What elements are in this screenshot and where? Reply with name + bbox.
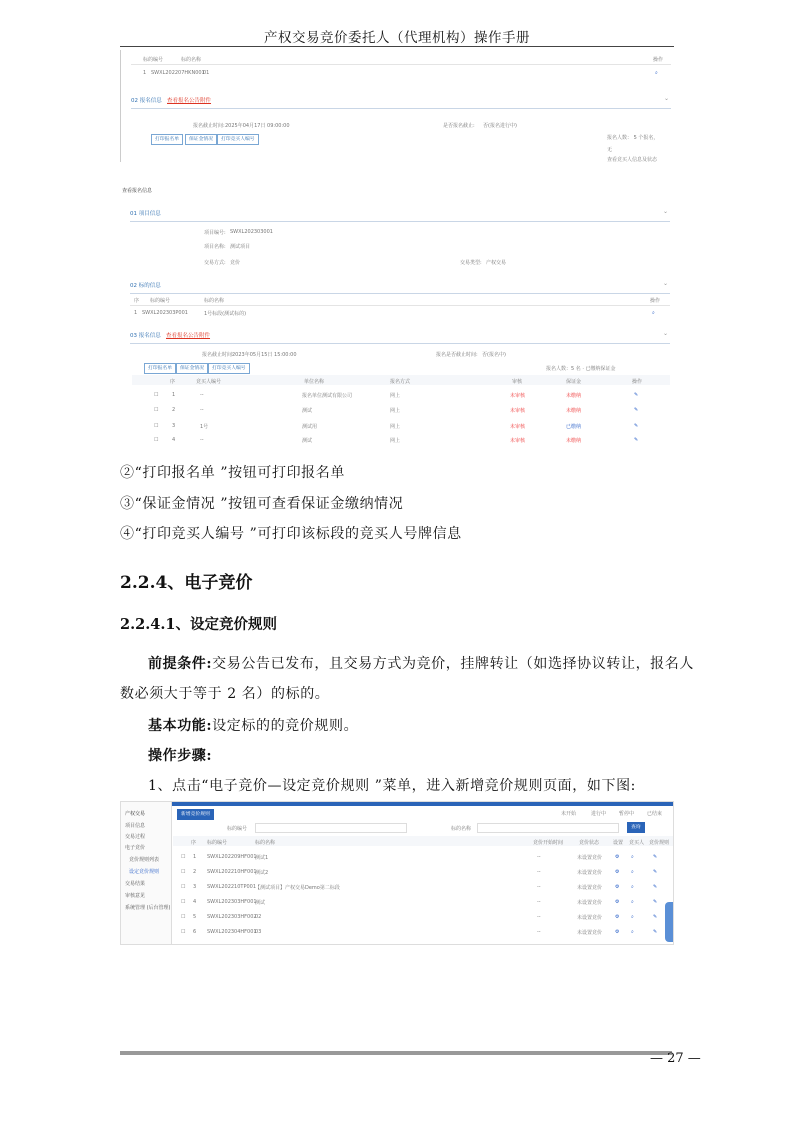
note-line: 报名人数： 5 个报名，	[607, 135, 659, 141]
row-code: SWXL202210HF001	[207, 869, 257, 875]
code-search-input[interactable]	[255, 823, 407, 833]
sidebar-item[interactable]: 系统管理 (后台管理)	[125, 905, 171, 911]
row-code: SWXL202207HKN001	[151, 70, 205, 76]
page-number: — 27 —	[650, 1051, 701, 1066]
sidebar-item[interactable]: 交易结果	[125, 881, 146, 887]
row-index: 1	[193, 854, 197, 860]
name-search-input[interactable]	[477, 823, 619, 833]
row-code: --	[200, 437, 204, 443]
deadline-value: 2023年05月15日 15:00:00	[232, 352, 297, 358]
note-line: 查看竞买人信息及状态	[607, 157, 658, 163]
col-label: 报名方式	[390, 379, 411, 385]
rule-icon[interactable]: ✎	[653, 914, 658, 920]
settings-icon[interactable]: ⚙	[615, 869, 620, 875]
floating-tab[interactable]	[665, 902, 673, 942]
sidebar-item[interactable]: 电子竞价	[125, 845, 146, 851]
filter-option[interactable]: 暂停中	[619, 811, 635, 817]
settings-icon[interactable]: ⚙	[615, 914, 620, 920]
note-text: 报名人数：5 名 · 已缴纳保证金	[546, 366, 616, 372]
section-heading: 2.2.4、电子竞价	[120, 573, 253, 593]
field-value: 测试项目	[230, 244, 251, 250]
col-label: 标的编号	[207, 840, 228, 846]
deadline-label: 报名截止时间:	[202, 352, 234, 358]
field-value: 产权交易	[486, 260, 507, 266]
col-label: 竞买人	[629, 840, 645, 846]
rule-icon[interactable]: ✎	[653, 869, 658, 875]
row-name: 测试1	[255, 855, 269, 861]
search-button[interactable]: 查询	[627, 822, 645, 833]
print-signup-button[interactable]: 打印报名单	[144, 363, 176, 374]
row-method: 网上	[390, 438, 401, 444]
row-code: SWXL202210TP001	[207, 884, 257, 890]
status-badge: 未设置竞价	[577, 915, 603, 921]
sidebar-title: 产权交易	[125, 811, 146, 817]
status-badge: 未缴纳	[566, 438, 582, 444]
status-badge: 未审核	[510, 424, 526, 430]
row-index: 2	[172, 407, 176, 413]
row-code: SWXL202303HF001	[207, 899, 257, 905]
col-label: 序	[191, 840, 197, 846]
row-index: 4	[172, 437, 176, 443]
col-label: 审核	[512, 379, 523, 385]
field-label: 交易方式:	[204, 260, 226, 266]
view-icon[interactable]: ⌕	[631, 914, 634, 920]
row-code: --	[200, 407, 204, 413]
label: 基本功能:	[148, 718, 213, 734]
deadline-label: 报名截止时间:	[193, 123, 225, 129]
row-index: 2	[193, 869, 197, 875]
col-label: 标的编号	[143, 57, 164, 63]
row-method: 网上	[390, 424, 401, 430]
status-badge: 未设置竞价	[577, 855, 603, 861]
deadline-label: 报名是否截止时间:	[436, 352, 478, 358]
row-start: --	[537, 869, 541, 875]
checkbox[interactable]: ☐	[181, 929, 186, 935]
status-badge: 未设置竞价	[577, 885, 603, 891]
rule-icon[interactable]: ✎	[653, 899, 658, 905]
row-start: --	[537, 884, 541, 890]
deadline-value: 否(报名中)	[482, 352, 506, 358]
row-code: --	[200, 392, 204, 398]
row-name: 02	[255, 914, 262, 920]
text: 设定标的的竞价规则。	[212, 718, 359, 734]
row-index: 3	[193, 884, 197, 890]
view-icon[interactable]: ⌕	[652, 310, 655, 316]
col-label: 竞价状态	[579, 840, 600, 846]
edit-icon[interactable]: ✎	[634, 423, 639, 429]
row-code: SWXL202303P001	[142, 310, 188, 316]
list-item: ④“打印竞买人编号 ”可打印该标段的竞买人号牌信息	[120, 526, 462, 542]
field-value: SWXL202303001	[230, 229, 273, 235]
rule-icon[interactable]: ✎	[653, 929, 658, 935]
row-name: 1号标段(测试标的)	[204, 311, 247, 317]
checkbox[interactable]: ☐	[154, 423, 159, 429]
status-badge: 未缴纳	[566, 393, 582, 399]
row-name: 测试	[255, 900, 266, 906]
status-badge: 已缴纳	[566, 424, 582, 430]
row-code: SWXL202209HF001	[207, 854, 257, 860]
checkbox[interactable]: ☐	[181, 914, 186, 920]
status-badge: 未审核	[510, 408, 526, 414]
status-badge: 未设置竞价	[577, 870, 603, 876]
row-start: --	[537, 914, 541, 920]
checkbox[interactable]: ☐	[154, 407, 159, 413]
deadline-value: 2025年04月17日 09:00:00	[225, 123, 290, 129]
checkbox[interactable]: ☐	[181, 899, 186, 905]
settings-icon[interactable]: ⚙	[615, 884, 620, 890]
chevron-down-icon[interactable]: ⌄	[663, 95, 669, 102]
note-line: 无	[607, 147, 613, 153]
col-label: 标的名称	[181, 57, 202, 63]
filter-option[interactable]: 未开始	[561, 811, 577, 817]
col-label: 标的名称	[255, 840, 276, 846]
row-start: --	[537, 854, 541, 860]
search-label: 标的编号	[227, 826, 248, 832]
steps-label: 操作步骤:	[148, 748, 213, 764]
print-signup-button[interactable]: 打印报名单	[151, 134, 183, 145]
settings-icon[interactable]: ⚙	[615, 854, 620, 860]
row-start: --	[537, 899, 541, 905]
header-divider	[120, 46, 674, 47]
sidebar-item[interactable]: 竞价规则列表	[129, 857, 160, 863]
row-index: 1	[172, 392, 176, 398]
deposit-status-button[interactable]: 保证金情况	[185, 134, 217, 145]
row-name: 03	[255, 929, 262, 935]
status-badge: 未设置竞价	[577, 930, 603, 936]
col-label: 操作	[650, 298, 661, 304]
chevron-down-icon[interactable]: ⌄	[662, 280, 668, 287]
sidebar	[121, 802, 172, 944]
settings-icon[interactable]: ⚙	[615, 929, 620, 935]
checkbox[interactable]: ☐	[154, 437, 159, 443]
row-index: 5	[193, 914, 197, 920]
checkbox[interactable]: ☐	[181, 869, 186, 875]
print-bidder-number-button[interactable]: 打印竞买人编号	[217, 134, 259, 145]
paragraph: 1、点击“电子竞价—设定竞价规则 ”菜单，进入新增竞价规则页面，如下图:	[148, 778, 636, 794]
row-code: SWXL202303HF002	[207, 914, 257, 920]
rule-icon[interactable]: ✎	[653, 884, 658, 890]
status-badge: 未审核	[510, 438, 526, 444]
sidebar-item[interactable]: 项目信息	[125, 823, 146, 829]
col-label: 竞买人编号	[196, 379, 222, 385]
col-label: 序	[170, 379, 176, 385]
row-name: 01	[203, 70, 210, 76]
edit-icon[interactable]: ✎	[634, 437, 639, 443]
checkbox[interactable]: ☐	[181, 884, 186, 890]
row-start: --	[537, 929, 541, 935]
row-method: 网上	[390, 408, 401, 414]
list-item: ②“打印报名单 ”按钮可打印报名单	[120, 465, 345, 481]
chevron-down-icon[interactable]: ⌄	[662, 208, 668, 215]
checkbox[interactable]: ☐	[181, 854, 186, 860]
screenshot-view-signup	[120, 185, 674, 448]
row-company: 报名单位测试有限公司	[302, 393, 353, 399]
view-icon[interactable]: ⌕	[631, 869, 634, 875]
list-item: ③“保证金情况 ”按钮可查看保证金缴纳情况	[120, 496, 404, 512]
col-label: 序	[134, 298, 140, 304]
row-index: 6	[193, 929, 197, 935]
panel-title: 查看报名信息	[122, 188, 153, 194]
status-label: 是否报名截止:	[443, 123, 475, 129]
filter-option[interactable]: 已结束	[647, 811, 663, 817]
row-index: 1	[143, 70, 147, 76]
section-link[interactable]: 查看报名公告附件	[166, 333, 211, 339]
row-company: 测试用	[302, 424, 318, 430]
section-title: 02 标的信息	[130, 283, 161, 289]
screenshot-signup-info	[120, 50, 675, 162]
section-title: 01 项目信息	[130, 211, 161, 217]
chevron-down-icon[interactable]: ⌄	[662, 330, 668, 337]
section-title: 02 报名信息	[131, 98, 162, 104]
row-company: 测试	[302, 438, 313, 444]
edit-icon[interactable]: ✎	[634, 407, 639, 413]
subsection-heading: 2.2.4.1、设定竞价规则	[120, 616, 278, 633]
section-link[interactable]: 查看报名公告附件	[167, 98, 212, 104]
label: 前提条件:	[148, 656, 213, 672]
status-badge: 未缴纳	[566, 408, 582, 414]
rule-icon[interactable]: ✎	[653, 854, 658, 860]
page-header: 产权交易竞价委托人（代理机构）操作手册	[264, 30, 530, 46]
row-name: 测试2	[255, 870, 269, 876]
field-label: 项目编号:	[204, 230, 226, 236]
row-method: 网上	[390, 393, 401, 399]
field-label: 交易类型:	[460, 260, 482, 266]
sidebar-item-active[interactable]: 设定竞价规则	[129, 869, 160, 875]
col-label: 单位名称	[304, 379, 325, 385]
view-icon[interactable]: ⌕	[631, 929, 634, 935]
col-label: 标的编号	[150, 298, 171, 304]
deposit-status-button[interactable]: 保证金情况	[176, 363, 208, 374]
col-label: 竞价规则	[649, 840, 670, 846]
col-label: 竞价开始时间	[533, 840, 564, 846]
section-title: 03 报名信息	[130, 333, 161, 339]
paragraph: 数必须大于等于 2 名）的标的。	[120, 686, 330, 702]
status-badge: 未设置竞价	[577, 900, 603, 906]
row-index: 4	[193, 899, 197, 905]
view-icon[interactable]: ⌕	[631, 854, 634, 860]
field-label: 项目名称:	[204, 244, 226, 250]
row-code: SWXL202304HF001	[207, 929, 257, 935]
paragraph	[148, 653, 694, 673]
sidebar-item[interactable]: 交易过程	[125, 834, 146, 840]
paragraph	[148, 715, 358, 735]
sidebar-item[interactable]: 审核意见	[125, 893, 146, 899]
footer-divider	[120, 1051, 672, 1055]
top-bar	[121, 802, 673, 806]
screenshot-bidding-rules	[120, 801, 674, 945]
col-label: 操作	[632, 379, 643, 385]
settings-icon[interactable]: ⚙	[615, 899, 620, 905]
view-icon[interactable]: ⌕	[655, 70, 658, 76]
filter-option[interactable]: 进行中	[591, 811, 607, 817]
row-company: 测试	[302, 408, 313, 414]
checkbox[interactable]: ☐	[154, 392, 159, 398]
col-label: 保证金	[566, 379, 582, 385]
field-value: 竞价	[230, 260, 241, 266]
row-code: 1号	[200, 424, 209, 430]
col-label: 设置	[613, 840, 624, 846]
view-icon[interactable]: ⌕	[631, 899, 634, 905]
col-label: 标的名称	[204, 298, 225, 304]
col-label: 操作	[653, 57, 664, 63]
text: 交易公告已发布，且交易方式为竞价，挂牌转让（如选择协议转让，报名人	[212, 656, 694, 672]
search-label: 标的名称	[451, 826, 472, 832]
row-index: 3	[172, 423, 176, 429]
status-value: 否(报名进行中)	[483, 123, 517, 129]
row-name: 【测试项目】产权交易Demo第二标段	[255, 885, 340, 891]
status-badge: 未审核	[510, 393, 526, 399]
edit-icon[interactable]: ✎	[634, 392, 639, 398]
print-bidder-number-button[interactable]: 打印竞买人编号	[208, 363, 250, 374]
row-index: 1	[134, 310, 138, 316]
view-icon[interactable]: ⌕	[631, 884, 634, 890]
new-rule-button[interactable]: 新增竞价规则	[177, 809, 214, 820]
